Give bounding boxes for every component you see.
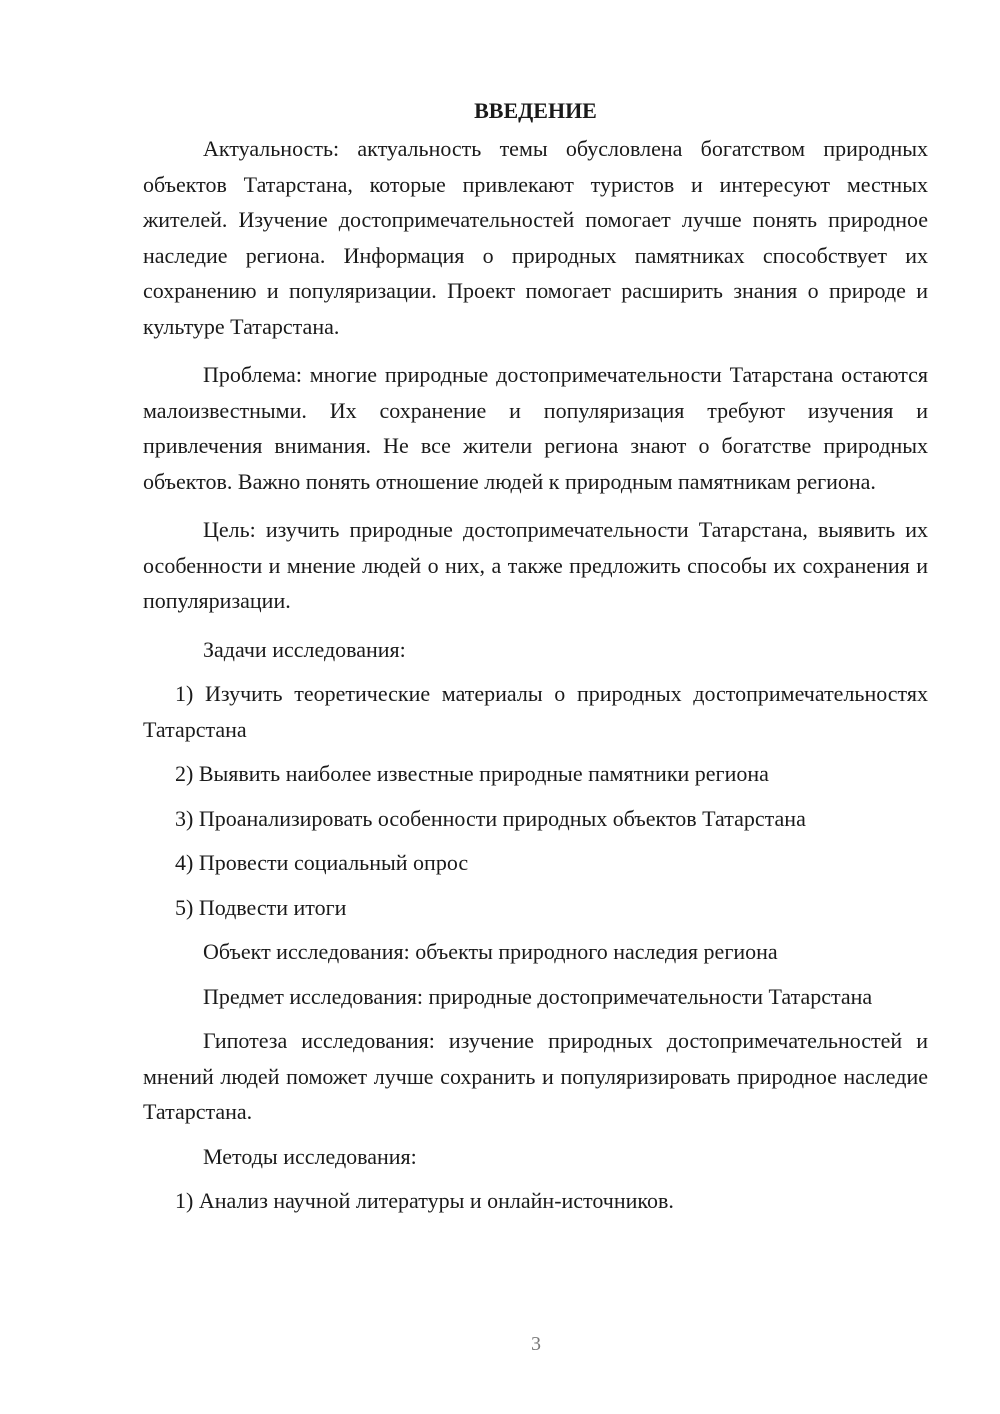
list-item-task-3: 3) Проанализировать особенности природных объектов Татарстана xyxy=(175,805,806,831)
paragraph-problem: Проблема: многие природные достопримечательности Татарстана остаются малоизвестными. Их сохранение и популяризация требуют изучения и привлечения внимания. Не все жители региона знают о богатстве природных объектов. Важно понять отношение людей к природным памятникам региона. xyxy=(143,362,928,494)
list-item-task-5: 5) Подвести итоги xyxy=(175,894,347,920)
methods-heading: Методы исследования: xyxy=(203,1143,417,1169)
list-item-task-2: 2) Выявить наиболее известные природные памятники региона xyxy=(175,761,769,786)
paragraph-goal: Цель: изучить природные достопримечательности Татарстана, выявить их особенности и мнение людей о них, а также предложить способы их сохранения и популяризации. xyxy=(143,517,928,613)
page-title: ВВЕДЕНИЕ xyxy=(474,98,597,123)
paragraph-object: Объект исследования: объекты природного наследия региона xyxy=(203,939,778,964)
tasks-heading: Задачи исследования: xyxy=(203,636,406,662)
list-item-task-1: 1) Изучить теоретические материалы о природных достопримечательностях Татарстана xyxy=(143,681,928,742)
document-body xyxy=(143,96,928,1219)
paragraph-relevance: Актуальность: актуальность темы обусловлена богатством природных объектов Татарстана, которые привлекают туристов и интересуют местных жителей. Изучение достопримечательностей помогает лучше понять природное наследие региона. Информация о природных памятниках способствует их сохранению и популяризации. Проект помогает расширить знания о природе и культуре Татарстана. xyxy=(143,136,928,339)
list-item-method-1: 1) Анализ научной литературы и онлайн-источников. xyxy=(175,1188,674,1213)
page-number: 3 xyxy=(531,1333,541,1355)
paragraph-hypothesis: Гипотеза исследования: изучение природных достопримечательностей и мнений людей поможет лучше сохранить и популяризировать природное наследие Татарстана. xyxy=(143,1028,928,1124)
paragraph-subject: Предмет исследования: природные достопримечательности Татарстана xyxy=(203,983,873,1009)
list-item-task-4: 4) Провести социальный опрос xyxy=(175,850,469,875)
